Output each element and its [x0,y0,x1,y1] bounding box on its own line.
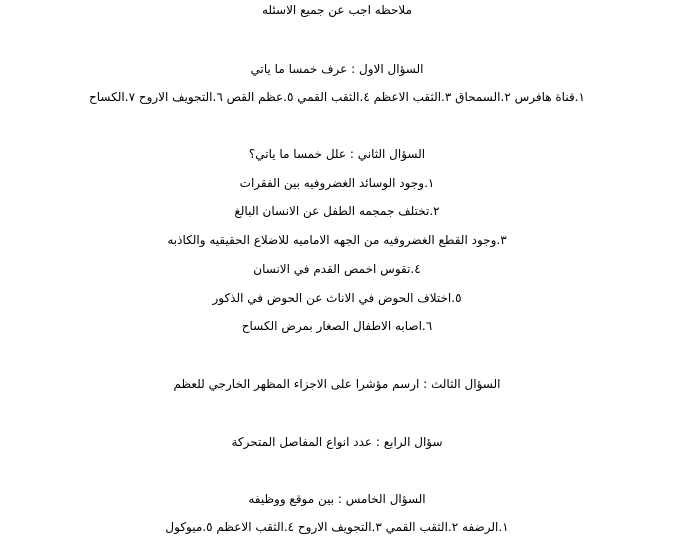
question-1-items: ١.قناة هافرس ٢.السمحاق ٣.الثقب الاعظم ٤.الثقب القمي ٥.عظم القص ٦.التجويف الاروح ٧.الكساح [89,90,585,104]
question-5-title: السؤال الخامس : بين موقع ووظيفه [248,492,426,506]
question-2-item: ٦.اصابه الاطفال الصغار بمرض الكساح [241,319,433,333]
question-2-item: ٤.تقوس اخمص القدم في الانسان [253,262,421,276]
question-2-item: ٥.اختلاف الحوض في الاناث عن الحوض في الذكور [212,291,462,305]
question-2-item: ١.وجود الوسائد الغضروفيه بين الفقرات [239,176,435,190]
question-2-item: ٢.تختلف جمجمه الطفل عن الانسان البالغ [234,204,440,218]
question-2-title: السؤال الثاني : علل خمسا ما ياتي؟ [248,147,426,161]
question-3-title: السؤال الثالث : ارسم مؤشرا على الاجزاء المظهر الخارجي للعظم [173,377,501,391]
question-1-title: السؤال الاول : عرف خمسا ما ياتي [250,62,424,76]
question-5-items: ١.الرضفه ٢.الثقب القمي ٣.التجويف الاروح ٤.الثقب الاعظم ٥.ميوكول [165,520,509,534]
exam-note: ملاحظه اجب عن جميع الاسئله [262,3,412,17]
question-2-item: ٣.وجود القطع الغضروفيه من الجهه الاماميه للاضلاع الحقيقيه والكاذبه [167,233,507,247]
question-4-title: سؤال الرابع : عدد انواع المفاصل المتحركة [231,435,443,449]
